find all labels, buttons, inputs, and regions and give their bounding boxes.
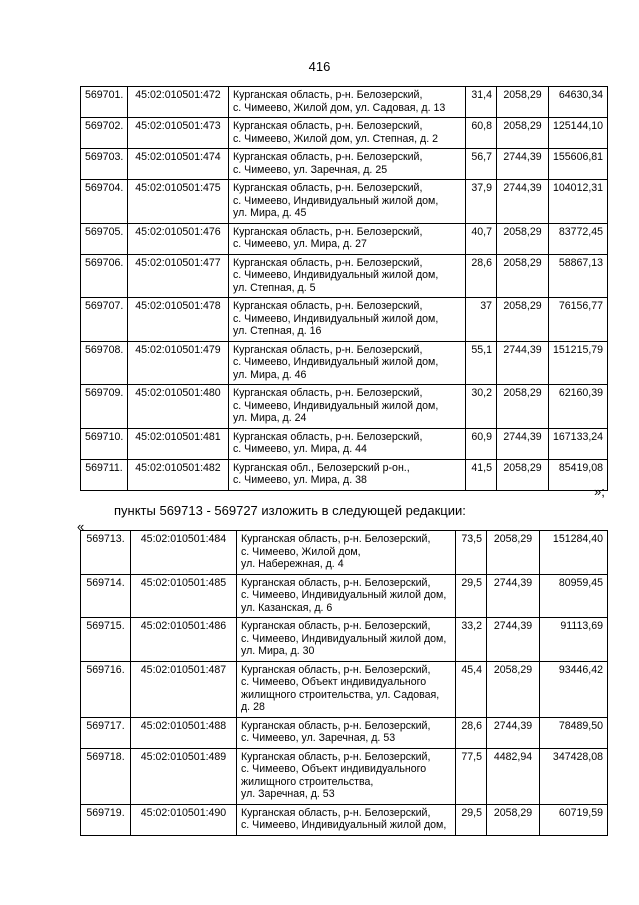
table-row	[81, 661, 608, 717]
address-line: с. Чимеево, Объект индивидуального	[241, 763, 427, 775]
area-value: 30,2	[466, 385, 497, 429]
address-line: с. Чимеево, ул. Мира, д. 27	[233, 238, 367, 250]
table-row	[81, 618, 608, 662]
area-value: 45,4	[456, 661, 487, 717]
table-row	[81, 428, 608, 459]
table-row	[81, 748, 608, 804]
rate-value: 2058,29	[497, 254, 549, 298]
address	[237, 804, 456, 835]
table-row	[81, 717, 608, 748]
area-value: 37,9	[466, 180, 497, 224]
cadastral-number: 45:02:010501:477	[128, 254, 229, 298]
table-row	[81, 87, 608, 118]
rate-value: 2744,39	[487, 574, 540, 618]
address-line: ул. Степная, д. 16	[233, 325, 322, 337]
total-value: 58867,13	[549, 254, 608, 298]
table-row	[81, 298, 608, 342]
opening-quote: «	[77, 519, 85, 534]
address-line: с. Чимеево, ул. Заречная, д. 53	[241, 732, 396, 744]
rate-value: 2058,29	[487, 661, 540, 717]
cadastral-number: 45:02:010501:486	[131, 618, 237, 662]
table-row	[81, 254, 608, 298]
rate-value: 4482,94	[487, 748, 540, 804]
address-line: ул. Мира, д. 46	[233, 368, 307, 381]
address	[229, 180, 466, 224]
address-line: Курганская область, р-н. Белозерский,	[233, 151, 423, 163]
table-row	[81, 804, 608, 835]
cadastral-number: 45:02:010501:472	[128, 87, 229, 118]
address	[229, 87, 466, 118]
rate-value: 2744,39	[497, 149, 549, 180]
total-value: 60719,59	[540, 804, 608, 835]
item-number: 569716.	[81, 661, 131, 717]
table-row	[81, 223, 608, 254]
table-row	[81, 574, 608, 618]
item-number: 569717.	[81, 717, 131, 748]
address-line: Курганская область, р-н. Белозерский,	[241, 663, 431, 676]
rate-value: 2744,39	[487, 717, 540, 748]
address-line: с. Чимеево, Жилой дом, ул. Садовая, д. 13	[233, 101, 446, 114]
address-line: с. Чимеево, Индивидуальный жилой дом,	[233, 269, 439, 281]
address-line: с. Чимеево, Индивидуальный жилой дом,	[233, 399, 439, 412]
cadastral-number: 45:02:010501:489	[131, 748, 237, 804]
address-line: с. Чимеево, Индивидуальный жилой дом,	[233, 312, 439, 325]
address-line: Курганская область, р-н. Белозерский,	[241, 806, 431, 819]
address	[237, 618, 456, 662]
item-number: 569710.	[81, 428, 128, 459]
cadastral-number: 45:02:010501:485	[131, 574, 237, 618]
address-line: ул. Мира, д. 45	[233, 207, 307, 219]
area-value: 77,5	[456, 748, 487, 804]
total-value: 347428,08	[540, 748, 608, 804]
address-line: Курганская область, р-н. Белозерский,	[241, 576, 431, 589]
total-value: 62160,39	[549, 385, 608, 429]
address	[237, 748, 456, 804]
total-value: 151284,40	[540, 531, 608, 575]
cadastral-number: 45:02:010501:473	[128, 118, 229, 149]
rate-value: 2744,39	[497, 180, 549, 224]
item-number: 569702.	[81, 118, 128, 149]
address-line: ул. Мира, д. 30	[241, 645, 315, 657]
total-value: 64630,34	[549, 87, 608, 118]
table-row	[81, 180, 608, 224]
area-value: 40,7	[466, 223, 497, 254]
area-value: 31,4	[466, 87, 497, 118]
address-line: Курганская область, р-н. Белозерский,	[233, 89, 423, 101]
area-value: 73,5	[456, 531, 487, 575]
rate-value: 2058,29	[497, 118, 549, 149]
address-line: Курганская область, р-н. Белозерский,	[233, 182, 423, 194]
total-value: 104012,31	[549, 180, 608, 224]
address	[229, 459, 466, 490]
item-number: 569707.	[81, 298, 128, 342]
total-value: 155606,81	[549, 149, 608, 180]
total-value: 78489,50	[540, 717, 608, 748]
address	[237, 661, 456, 717]
address-line: ул. Мира, д. 24	[233, 412, 307, 424]
rate-value: 2058,29	[487, 804, 540, 835]
address-line: с. Чимеево, Индивидуальный жилой дом,	[241, 589, 447, 601]
address-line: Курганская область, р-н. Белозерский,	[233, 256, 423, 269]
item-number: 569719.	[81, 804, 131, 835]
total-value: 125144,10	[549, 118, 608, 149]
cadastral-number: 45:02:010501:474	[128, 149, 229, 180]
address-line: с. Чимеево, Жилой дом, ул. Степная, д. 2	[233, 132, 438, 145]
cadastral-number: 45:02:010501:487	[131, 661, 237, 717]
address-line: д. 28	[241, 701, 265, 713]
address	[237, 531, 456, 575]
address-line: Курганская область, р-н. Белозерский,	[233, 225, 423, 238]
address-line: с. Чимеево, Жилой дом,	[241, 545, 361, 558]
address-line: Курганская область, р-н. Белозерский,	[241, 620, 431, 632]
address-line: Курганская область, р-н. Белозерский,	[233, 300, 423, 312]
rate-value: 2744,39	[497, 341, 549, 385]
address-line: Курганская область, р-н. Белозерский,	[233, 343, 423, 356]
area-value: 28,6	[456, 717, 487, 748]
area-value: 29,5	[456, 574, 487, 618]
cadastral-number: 45:02:010501:490	[131, 804, 237, 835]
area-value: 56,7	[466, 149, 497, 180]
rate-value: 2744,39	[487, 618, 540, 662]
address-line: ул. Казанская, д. 6	[241, 601, 333, 614]
address	[229, 254, 466, 298]
cadastral-number: 45:02:010501:480	[128, 385, 229, 429]
address	[237, 717, 456, 748]
address	[229, 341, 466, 385]
address-line: ул. Заречная, д. 53	[241, 788, 335, 800]
item-number: 569709.	[81, 385, 128, 429]
address-line: Курганская область, р-н. Белозерский,	[233, 120, 423, 132]
area-value: 60,8	[466, 118, 497, 149]
table-row	[81, 385, 608, 429]
rate-value: 2058,29	[497, 87, 549, 118]
area-value: 28,6	[466, 254, 497, 298]
cadastral-number: 45:02:010501:484	[131, 531, 237, 575]
property-table-1	[80, 86, 608, 491]
total-value: 91113,69	[540, 618, 608, 662]
address	[229, 118, 466, 149]
page-number: 416	[308, 59, 331, 74]
address-line: жилищного строительства,	[241, 775, 374, 788]
table-row	[81, 531, 608, 575]
table-row	[81, 341, 608, 385]
cadastral-number: 45:02:010501:481	[128, 428, 229, 459]
item-number: 569708.	[81, 341, 128, 385]
area-value: 37	[466, 298, 497, 342]
address-line: с. Чимеево, ул. Заречная, д. 25	[233, 163, 388, 176]
address-line: ул. Набережная, д. 4	[241, 558, 344, 570]
address-line: Курганская область, р-н. Белозерский,	[241, 533, 431, 545]
property-table-2	[80, 530, 608, 836]
address	[229, 428, 466, 459]
total-value: 93446,42	[540, 661, 608, 717]
item-number: 569701.	[81, 87, 128, 118]
item-number: 569714.	[81, 574, 131, 618]
address-line: с. Чимеево, Объект индивидуального	[241, 676, 427, 688]
cadastral-number: 45:02:010501:478	[128, 298, 229, 342]
area-value: 60,9	[466, 428, 497, 459]
item-number: 569715.	[81, 618, 131, 662]
cadastral-number: 45:02:010501:479	[128, 341, 229, 385]
area-value: 55,1	[466, 341, 497, 385]
address-line: с. Чимеево, Индивидуальный жилой дом,	[233, 356, 439, 368]
table-row	[81, 118, 608, 149]
rate-value: 2058,29	[487, 531, 540, 575]
item-number: 569703.	[81, 149, 128, 180]
item-number: 569713.	[81, 531, 131, 575]
rate-value: 2744,39	[497, 428, 549, 459]
closing-quote: »;	[594, 484, 605, 499]
address-line: с. Чимеево, Индивидуальный жилой дом,	[233, 194, 439, 207]
cadastral-number: 45:02:010501:475	[128, 180, 229, 224]
table-row	[81, 149, 608, 180]
area-value: 33,2	[456, 618, 487, 662]
address	[229, 298, 466, 342]
address-line: Курганская область, р-н. Белозерский,	[233, 430, 423, 443]
item-number: 569705.	[81, 223, 128, 254]
rate-value: 2058,29	[497, 223, 549, 254]
area-value: 41,5	[466, 459, 497, 490]
address	[229, 223, 466, 254]
total-value: 151215,79	[549, 341, 608, 385]
address-line: Курганская обл., Белозерский р-он.,	[233, 461, 410, 474]
address-line: с. Чимеево, Индивидуальный жилой дом,	[241, 632, 447, 645]
cadastral-number: 45:02:010501:488	[131, 717, 237, 748]
total-value: 85419,08	[549, 459, 608, 490]
total-value: 76156,77	[549, 298, 608, 342]
address-line: с. Чимеево, Индивидуальный жилой дом,	[241, 819, 447, 831]
address	[229, 385, 466, 429]
item-number: 569718.	[81, 748, 131, 804]
total-value: 83772,45	[549, 223, 608, 254]
rate-value: 2058,29	[497, 298, 549, 342]
address-line: с. Чимеево, ул. Мира, д. 38	[233, 474, 367, 486]
address	[229, 149, 466, 180]
item-number: 569711.	[81, 459, 128, 490]
cadastral-number: 45:02:010501:476	[128, 223, 229, 254]
rate-value: 2058,29	[497, 385, 549, 429]
item-number: 569706.	[81, 254, 128, 298]
table-row	[81, 459, 608, 490]
total-value: 80959,45	[540, 574, 608, 618]
item-number: 569704.	[81, 180, 128, 224]
address-line: жилищного строительства, ул. Садовая,	[241, 688, 440, 701]
address-line: Курганская область, р-н. Белозерский,	[241, 750, 431, 763]
address-line: ул. Степная, д. 5	[233, 281, 316, 294]
rate-value: 2058,29	[497, 459, 549, 490]
amendment-instruction: пункты 569713 - 569727 изложить в следующей редакции:	[114, 503, 466, 518]
address	[237, 574, 456, 618]
address-line: Курганская область, р-н. Белозерский,	[241, 719, 431, 732]
address-line: Курганская область, р-н. Белозерский,	[233, 387, 423, 399]
cadastral-number: 45:02:010501:482	[128, 459, 229, 490]
address-line: с. Чимеево, ул. Мира, д. 44	[233, 443, 367, 455]
total-value: 167133,24	[549, 428, 608, 459]
area-value: 29,5	[456, 804, 487, 835]
